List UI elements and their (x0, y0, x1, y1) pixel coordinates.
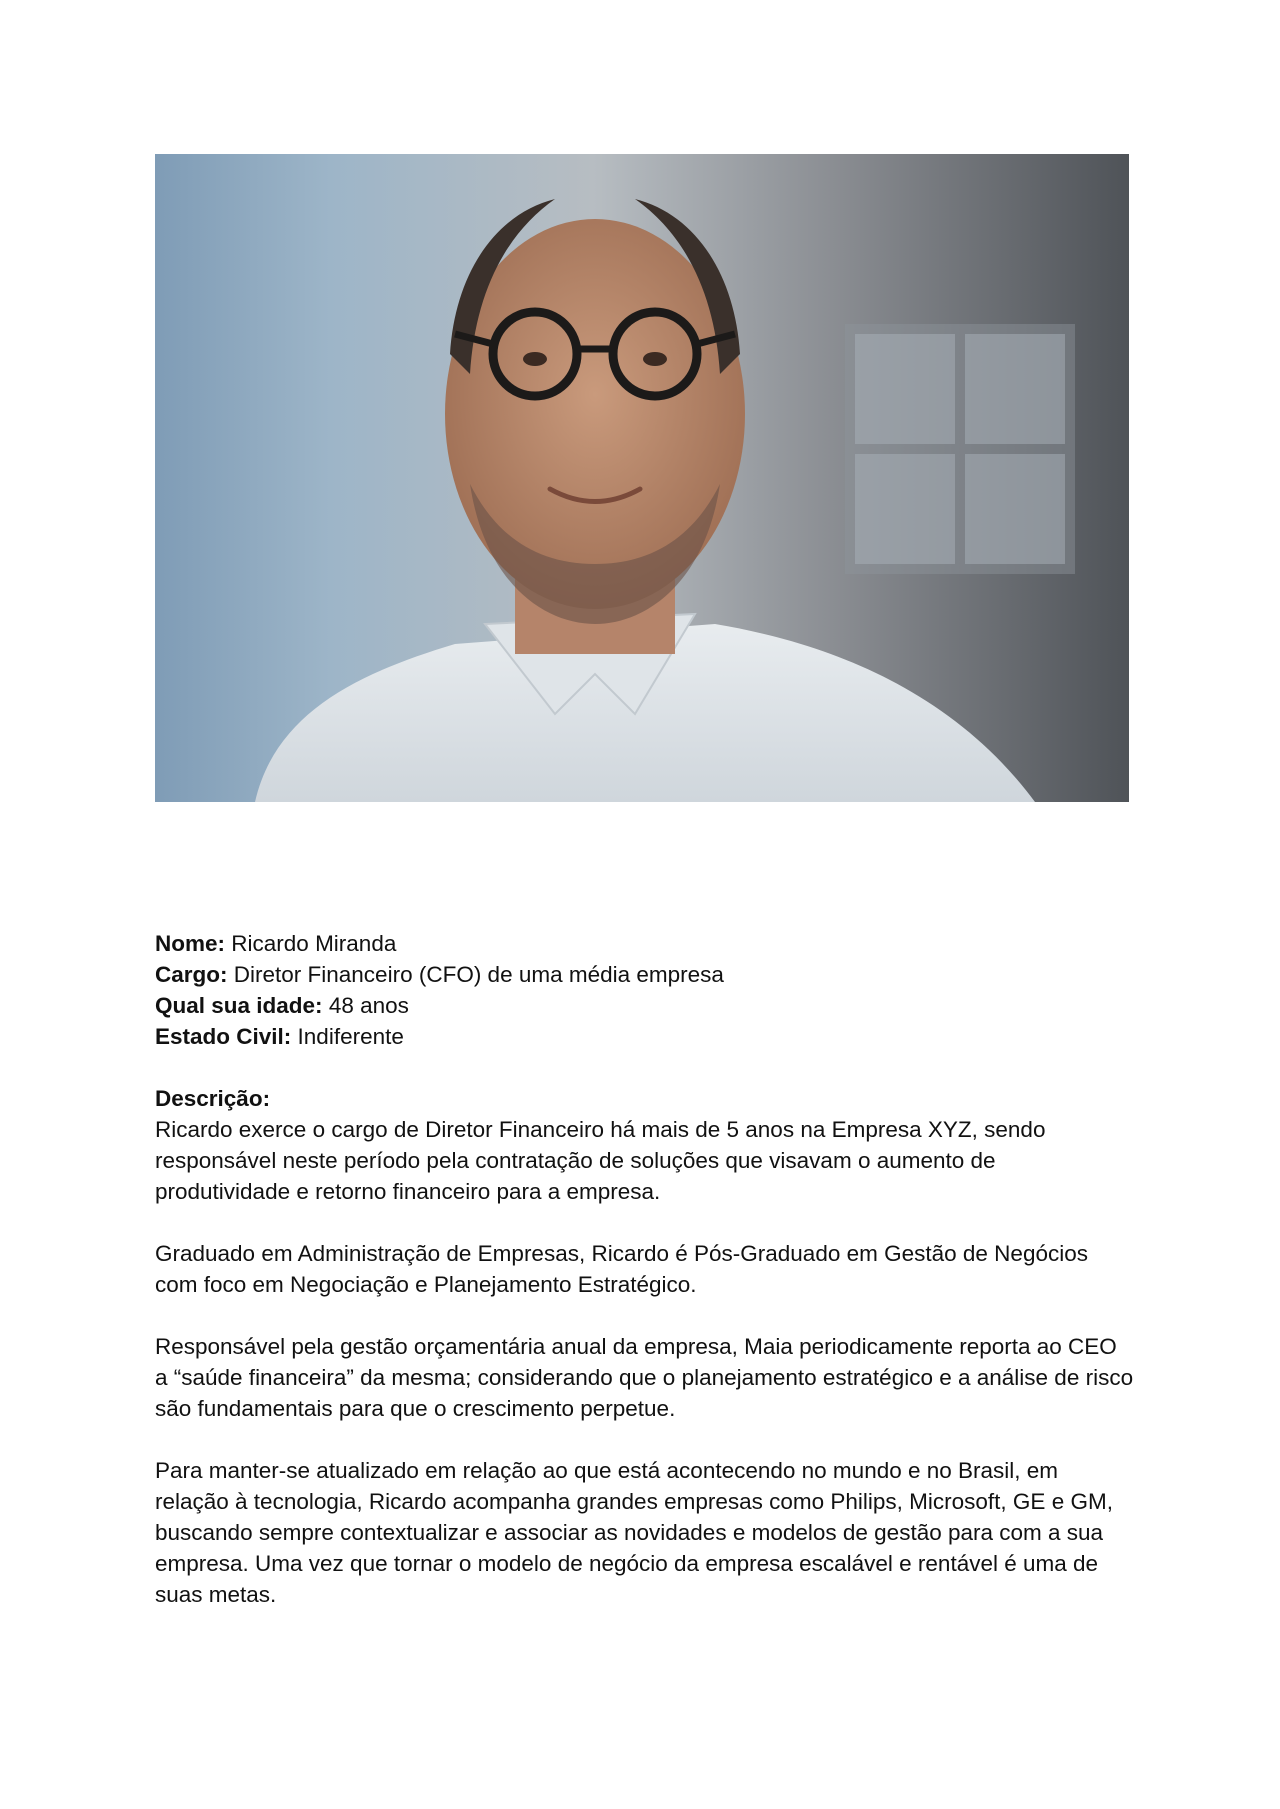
field-age (155, 990, 1135, 1021)
field-role-label: Cargo: (155, 962, 228, 987)
field-name-value: Ricardo Miranda (231, 931, 397, 956)
description-paragraph-2: Graduado em Administração de Empresas, Ricardo é Pós-Graduado em Gestão de Negócios com foco em Negociação e Planejamento Estratégico. (155, 1241, 1088, 1297)
portrait-illustration (155, 154, 1129, 802)
description-paragraph-1: Ricardo exerce o cargo de Diretor Financeiro há mais de 5 anos na Empresa XYZ, sendo responsável neste período pela contratação de soluções que visavam o aumento de produtividade e retorno financeiro para a empresa. (155, 1117, 1046, 1204)
field-name-label: Nome: (155, 931, 226, 956)
field-age-label: Qual sua idade: (155, 993, 323, 1018)
field-marital-status-value: Indiferente (297, 1024, 404, 1049)
field-age-value: 48 anos (328, 993, 409, 1018)
field-role-value: Diretor Financeiro (CFO) de uma média empresa (233, 962, 724, 987)
description-paragraph-3: Responsável pela gestão orçamentária anual da empresa, Maia periodicamente reporta ao CEO a “saúde financeira” da mesma; considerando que o planejamento estratégico e a análise de risco são fundamentais para que o crescimento perpetue. (155, 1334, 1134, 1421)
profile-text (155, 928, 1135, 1610)
description-heading: Descrição: (155, 1086, 271, 1111)
field-role (155, 959, 1135, 990)
field-name (155, 928, 1135, 959)
profile-photo (155, 154, 1129, 802)
field-marital-status (155, 1021, 1135, 1052)
description-paragraph-4: Para manter-se atualizado em relação ao que está acontecendo no mundo e no Brasil, em relação à tecnologia, Ricardo acompanha grandes empresas como Philips, Microsoft, GE e GM, buscando sempre contextualizar e associar as novidades e modelos de gestão para com a sua empresa. Uma vez que tornar o modelo de negócio da empresa escalável e rentável é uma de suas metas. (155, 1458, 1113, 1607)
field-marital-status-label: Estado Civil: (155, 1024, 292, 1049)
